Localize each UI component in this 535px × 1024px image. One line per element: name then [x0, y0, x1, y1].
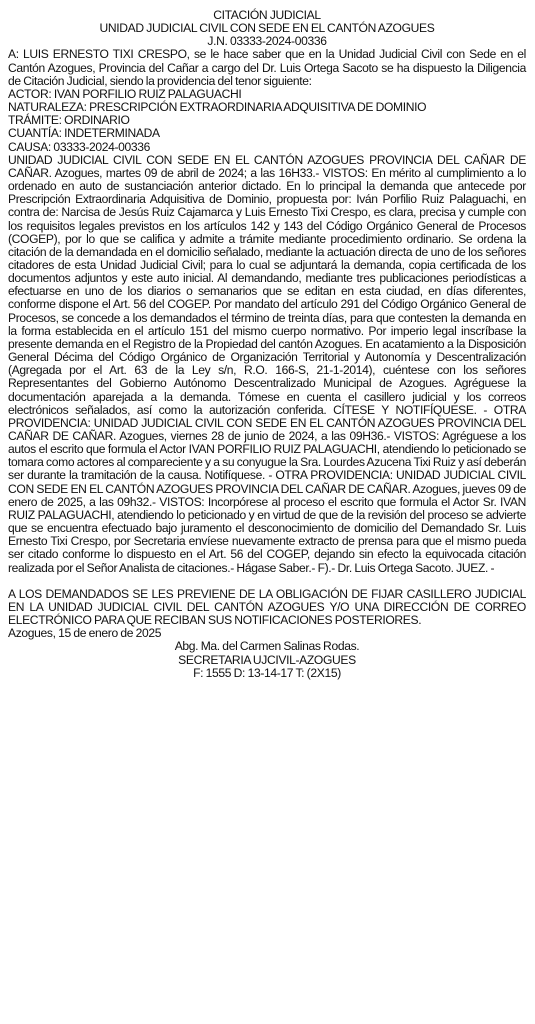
cuantia-field: CUANTÍA: INDETERMINADA — [8, 126, 160, 141]
intro-paragraph: A: LUIS ERNESTO TIXI CRESPO, se le hace saber que en la Unidad Judicial Civil con Sede en el Cantón Azogues, Provincia del Cañar a cargo del Dr. Luis Ortega Sacoto se ha dispuesto la Diligencia de Citación Judicial, siendo la providencia del tenor siguiente: — [8, 47, 526, 88]
defendant-notice: A LOS DEMANDADOS SE LES PREVIENE DE LA OBLIGACIÓN DE FIJAR CASILLERO JUDICIAL EN LA UNIDAD JUDICIAL CIVIL DEL CANTÓN AZOGUES Y/O UNA DIRECCIÓN DE CORREO ELECTRÓNICO PARA QUE RECIBAN SUS NOTIFICACIONES POSTERIORES. — [8, 586, 526, 628]
date-line: Azogues, 15 de enero de 2025 — [8, 626, 162, 641]
naturaleza-field: NATURALEZA: PRESCRIPCIÓN EXTRAORDINARIA ADQUISITIVA DE DOMINIO — [8, 100, 427, 115]
causa-field: CAUSA: 03333-2024-00336 — [8, 139, 151, 154]
paragraph-spacer — [8, 575, 526, 588]
tramite-field: TRÁMITE: ORDINARIO — [8, 113, 130, 128]
notice-title: CITACIÓN JUDICIAL — [213, 8, 321, 22]
signatory-name: Abg. Ma. del Carmen Salinas Rodas. — [174, 639, 360, 654]
court-name: UNIDAD JUDICIAL CIVIL CON SEDE EN EL CANTÓN AZOGUES — [99, 21, 435, 36]
signatory-role: SECRETARIA UJCIVIL-AZOGUES — [178, 652, 356, 667]
actor-field: ACTOR: IVAN PORFILIO RUIZ PALAGUACHI — [8, 86, 242, 101]
publication-reference: F: 1555 D: 13-14-17 T: (2X15) — [193, 665, 341, 680]
case-number: J.N. 03333-2024-00336 — [207, 34, 327, 49]
ruling-body: UNIDAD JUDICIAL CIVIL CON SEDE EN EL CANTÓN AZOGUES PROVINCIA DEL CAÑAR DE CAÑAR. Azogues, martes 09 de abril de 2024; a las 16H33.- VISTOS: En mérito al cumplimiento a lo ordenado en auto de sustanciación anterior dictado. En lo principal la demanda que antecede por Prescripción Extraordinaria Adquisitiva de Dominio, propuesta por: Iván Porfilio Ruiz Palaguachi, en contra de: Narcisa de Jesús Ruiz Cajamarca y Luis Ernesto Tixi Crespo, es clara, precisa y cumple con los requisitos legales previstos en los artículos 142 y 143 del Código Orgánico General de Procesos (COGEP), por lo que se califica y admite a trámite mediante procedimiento ordinario. Se ordena la citación de la demandada en el domicilio señalado, mediante la actuación directa de uno de los señores citadores de esta Unidad Judicial Civil; para lo cual se adjuntará la demanda, copia certificada de los documentos adjuntos y este auto inicial. Al demandando, mediante tres publicaciones periodísticas a efectuarse en uno de los diarios o semanarios que se editan en esta ciudad, en días diferentes, conforme dispone el Art. 56 del COGEP. Por mandato del artículo 291 del Código Orgánico General de Procesos, se concede a los demandados el término de treinta días, para que contesten la demanda en la forma establecida en el artículo 151 del mismo cuerpo normativo. Por imperio legal inscríbase la presente demanda en el Registro de la Propiedad del cantón Azogues. En acatamiento a la Disposición General Décima del Código Orgánico de Organización Territorial y Autonomía y Descentralización (Agregada por el Art. 63 de la Ley s/n, R.O. 166-S, 21-1-2014), cuéntese con los señores Representantes del Gobierno Autónomo Descentralizado Municipal de Azogues. Agréguese la documentación aparejada a la demanda. Tómese en cuenta el casillero judicial y los correos electrónicos señalados, así como la autorización conferida. CÍTESE Y NOTIFÍQUESE. - OTRA PROVIDENCIA: UNIDAD JUDICIAL CIVIL CON SEDE EN EL CANTÓN AZOGUES PROVINCIA DEL CAÑAR DE CAÑAR. Azogues, viernes 28 de junio de 2024, a las 09H36.- VISTOS: Agréguese a los autos el escrito que formula el Actor IVAN PORFILIO RUIZ PALAGUACHI, atendiendo lo peticionado se tomara como actores al compareciente y a su conyugue la Sra. Lourdes Azucena Tixi Ruiz y así deberán ser durante la tramitación de la causa. Notifíquese. - OTRA PROVIDENCIA: UNIDAD JUDICIAL CIVIL CON SEDE EN EL CANTÓN AZOGUES PROVINCIA DEL CAÑAR DE CAÑAR. Azogues, jueves 09 de enero de 2025, a las 09h32.- VISTOS: Incorpórese al proceso el escrito que formula el Actor Sr. IVAN RUIZ PALAGUACHI, atendiendo lo peticionado y en virtud de que de la revisión del proceso se advierte que se encuentra efectuado bajo juramento el desconocimiento de domicilio del Demandado Sr. Luis Ernesto Tixi Crespo, por Secretaria envíese nuevamente extracto de prensa para que el mismo pueda ser citado conforme lo dispuesto en el Art. 56 del COGEP, dejando sin efecto la equivocada citación realizada por el Señor Analista de citaciones.- Hágase Saber.- F).- Dr. Luis Ortega Sacoto. JUEZ. - — [8, 152, 526, 575]
